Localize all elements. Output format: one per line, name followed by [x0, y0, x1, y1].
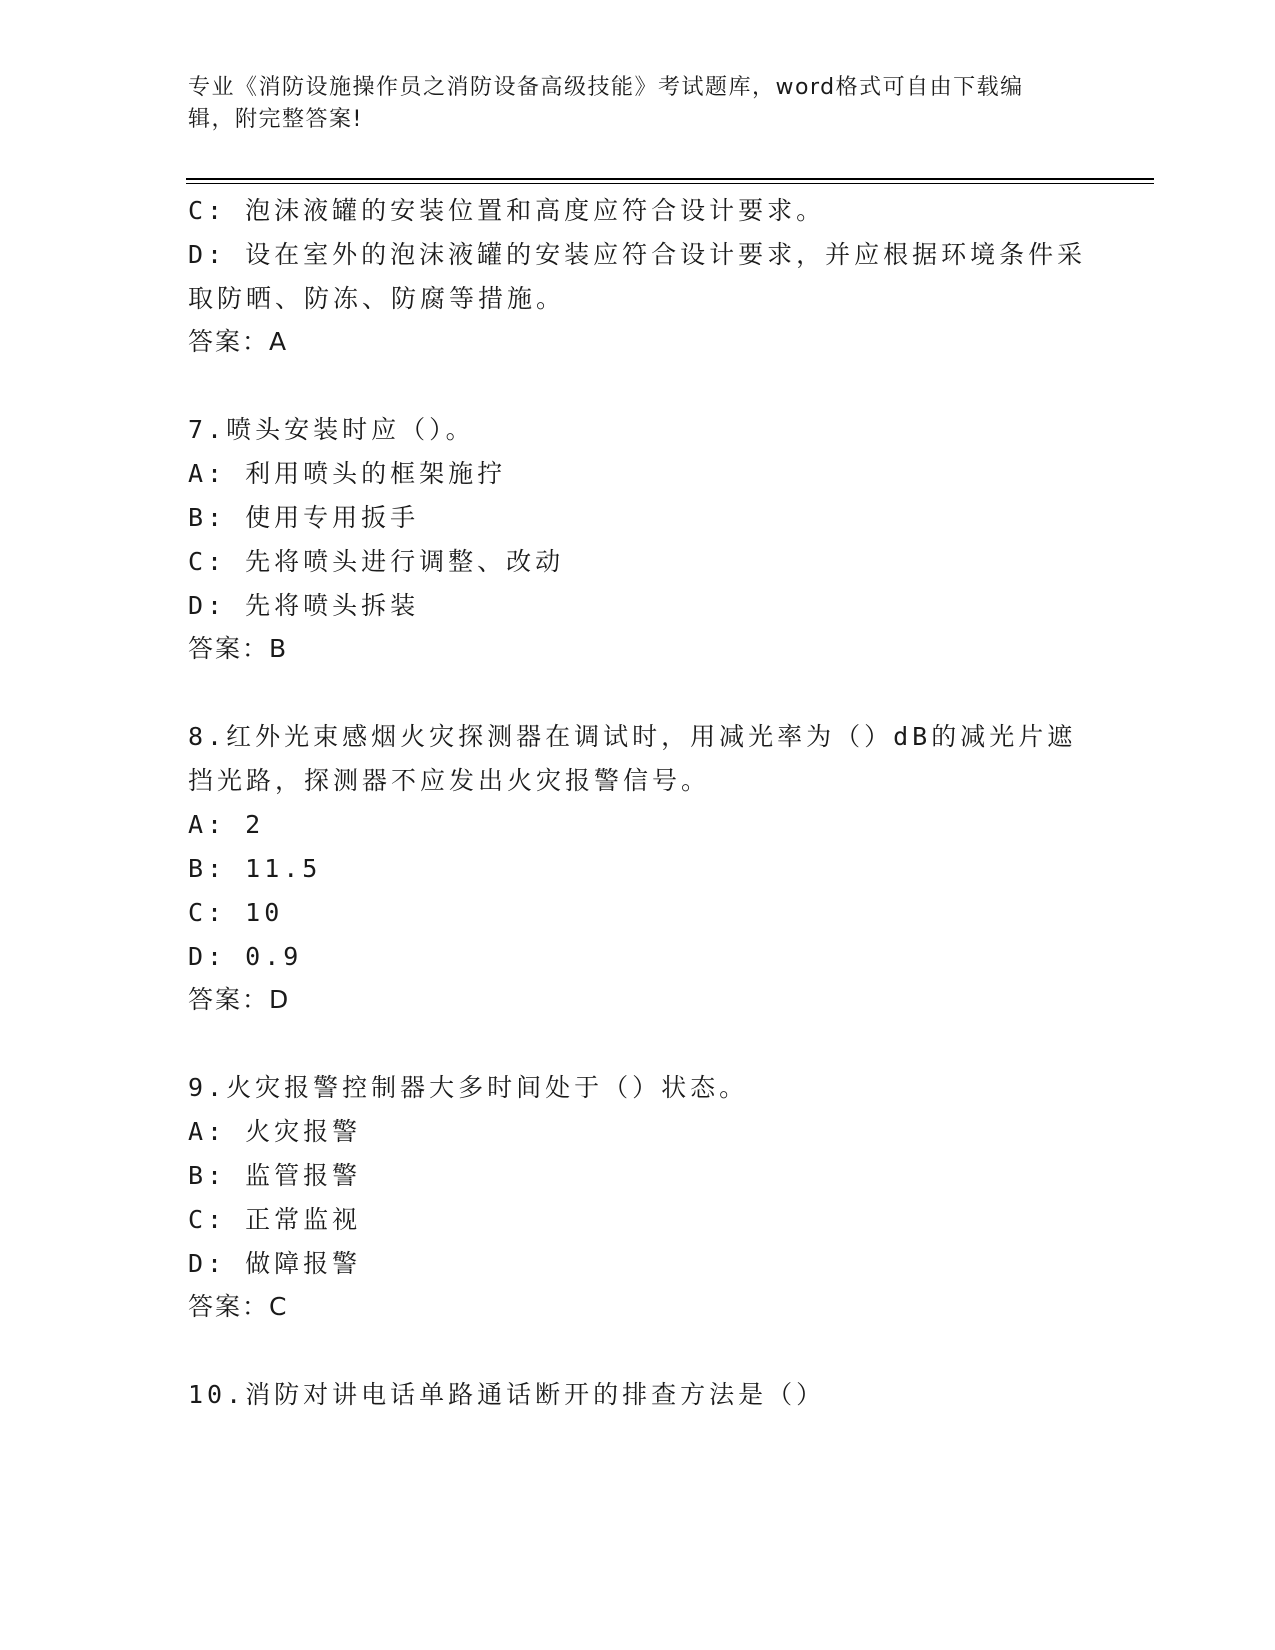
- q7-answer: 答案：B: [188, 634, 289, 663]
- q8-option-c: C: 10: [188, 898, 284, 927]
- q7-option-a: A: 利用喷头的框架施拧: [188, 459, 507, 488]
- q9-question: 9.火灾报警控制器大多时间处于（）状态。: [188, 1073, 749, 1102]
- q9-option-c: C: 正常监视: [188, 1205, 362, 1234]
- q7-option-c: C: 先将喷头进行调整、改动: [188, 547, 565, 576]
- q6-answer: 答案：A: [188, 327, 289, 356]
- header-line-1: 专业《消防设施操作员之消防设备高级技能》考试题库，word格式可自由下载编: [188, 75, 1024, 100]
- header-line-2: 辑，附完整答案!: [188, 107, 363, 132]
- q8-question-line-2: 挡光路，探测器不应发出火灾报警信号。: [188, 766, 711, 795]
- q7-option-d: D: 先将喷头拆装: [188, 591, 420, 620]
- q9-option-b: B: 监管报警: [188, 1161, 362, 1190]
- q6-option-d-line-2: 取防晒、防冻、防腐等措施。: [188, 284, 566, 313]
- q9-option-d: D: 做障报警: [188, 1249, 362, 1278]
- document-header: [188, 72, 1088, 136]
- q6-option-c: C: 泡沫液罐的安装位置和高度应符合设计要求。: [188, 196, 826, 225]
- q7-question: 7.喷头安装时应（）。: [188, 415, 475, 444]
- q8-option-b: B: 11.5: [188, 854, 322, 883]
- q8-answer: 答案：D: [188, 985, 291, 1014]
- q10-question: 10.消防对讲电话单路通话断开的排查方法是（）: [188, 1380, 826, 1409]
- q7-option-b: B: 使用专用扳手: [188, 503, 420, 532]
- header-rule-thick: [186, 178, 1154, 180]
- q8-question-line-1: 8.红外光束感烟火灾探测器在调试时，用减光率为（）dB的减光片遮: [188, 722, 1077, 751]
- q6-option-d-line-1: D: 设在室外的泡沫液罐的安装应符合设计要求，并应根据环境条件采: [188, 240, 1087, 269]
- q8-option-d: D: 0.9: [188, 942, 303, 971]
- q9-answer: 答案：C: [188, 1292, 289, 1321]
- q8-option-a: A: 2: [188, 810, 265, 839]
- q9-option-a: A: 火灾报警: [188, 1117, 362, 1146]
- header-rule-thin: [186, 183, 1154, 184]
